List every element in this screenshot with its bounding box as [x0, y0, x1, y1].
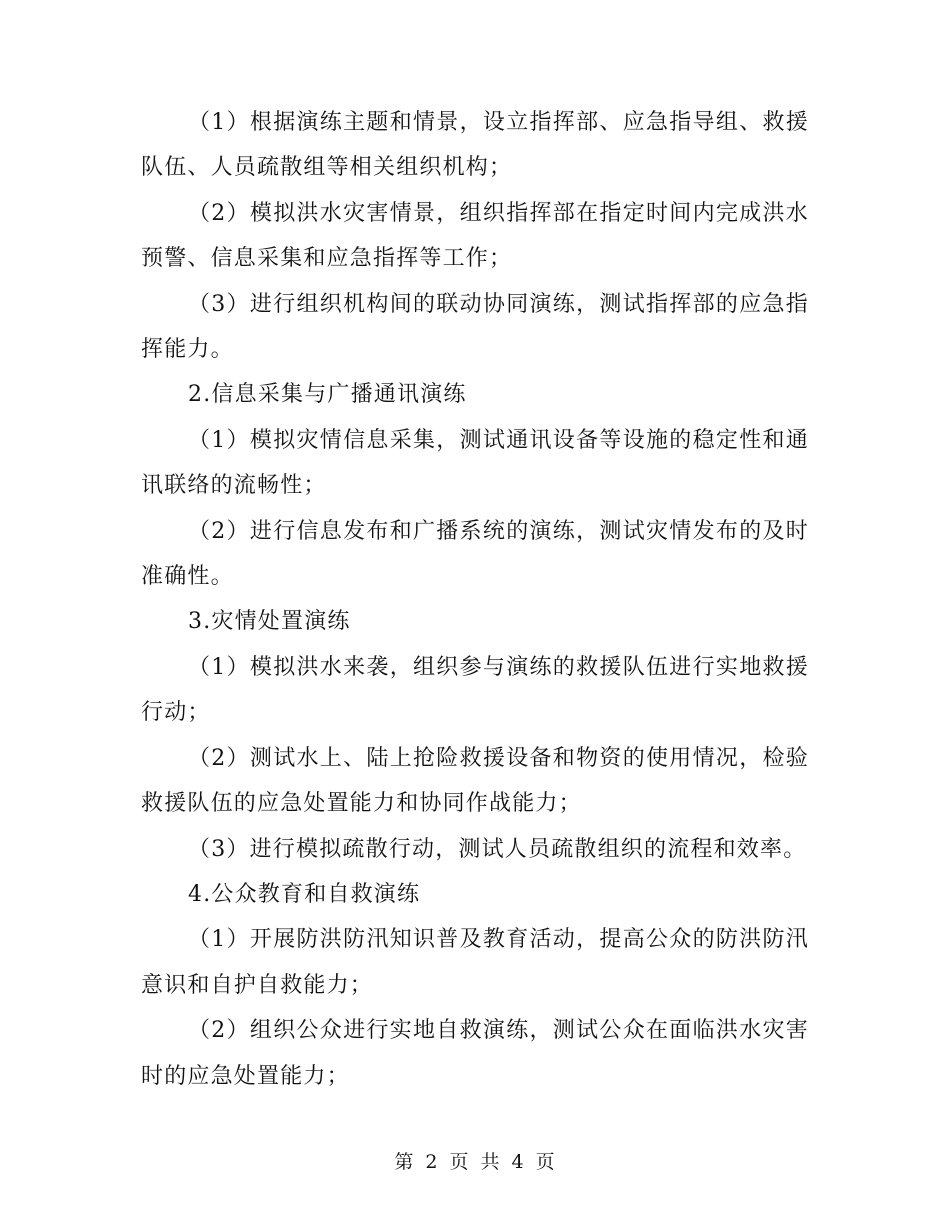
section-heading-3: 3.灾情处置演练	[188, 609, 351, 635]
document-body	[141, 100, 809, 1099]
paragraph-4-2: （2）组织公众进行实地自救演练，测试公众在面临洪水灾害时的应急处置能力；	[141, 1018, 809, 1089]
paragraph-1-1: （1）根据演练主题和情景，设立指挥部、应急指导组、救援队伍、人员疏散组等相关组织机构；	[141, 110, 809, 181]
paragraph-4-1: （1）开展防洪防汛知识普及教育活动，提高公众的防洪防汛意识和自护自救能力；	[141, 927, 809, 998]
paragraph-2-2: （2）进行信息发布和广播系统的演练，测试灾情发布的及时准确性。	[141, 518, 809, 590]
paragraph-3-1: （1）模拟洪水来袭，组织参与演练的救援队伍进行实地救援行动；	[141, 654, 809, 726]
paragraph-2-1: （1）模拟灾情信息采集，测试通讯设备等设施的稳定性和通讯联络的流畅性；	[141, 427, 809, 499]
section-heading-4: 4.公众教育和自救演练	[188, 881, 421, 907]
paragraph-1-3: （3）进行组织机构间的联动协同演练，测试指挥部的应急指挥能力。	[141, 291, 809, 363]
paragraph-3-2: （2）测试水上、陆上抢险救援设备和物资的使用情况，检验救援队伍的应急处置能力和协同作战能力；	[141, 745, 809, 817]
section-heading-2: 2.信息采集与广播通讯演练	[188, 382, 467, 408]
paragraph-3-3: （3）进行模拟疏散行动，测试人员疏散组织的流程和效率。	[188, 836, 807, 862]
page-number-footer: 第 2 页 共 4 页	[394, 1151, 556, 1173]
paragraph-1-2: （2）模拟洪水灾害情景，组织指挥部在指定时间内完成洪水预警、信息采集和应急指挥等工作；	[141, 200, 809, 272]
